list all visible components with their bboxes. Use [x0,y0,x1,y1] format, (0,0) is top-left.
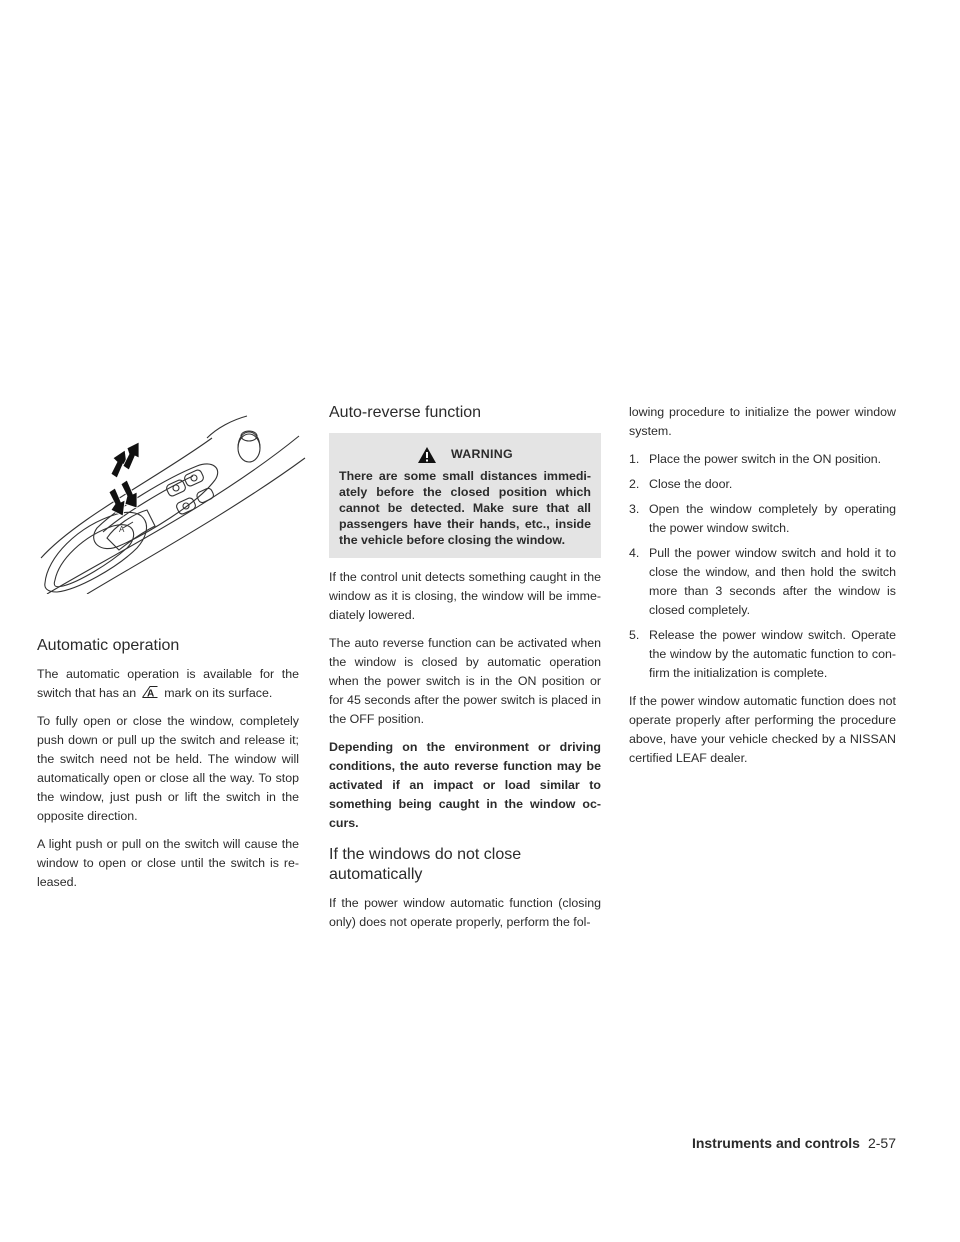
automatic-operation-p2: To fully open or close the window, completely push down or pull up the switch and release it; the switch need not be held. The window will automatically open or close all the way. To stop the window, just push or lift the switch in the opposite direction. [37,714,299,823]
automatic-operation-p3: A light push or pull on the switch will cause the window to open or close until the switch is re-leased. [37,837,299,889]
list-item [629,544,896,620]
power-window-switch-illustration [37,408,307,594]
not-close-p1: If the power window automatic function (closing only) does not operate properly, perform the fol- [329,896,601,929]
footer-section-title: Instruments and controls [691,1135,860,1151]
warning-text: There are some small distances immedi-ately before the closed position which cannot be detected. Make sure that all passengers have their hands, etc., inside the vehicle before closing the window. [339,469,591,547]
automatic-operation-section [37,636,299,901]
not-close-p1-cont: lowing procedure to initialize the power window system. [629,405,896,438]
warning-box [329,433,601,558]
step-number: 4. [629,546,640,560]
auto-reverse-section [329,403,601,941]
not-close-p2: If the power window automatic function does not operate properly after performing the procedure above, have your vehicle checked by a NISSAN certified LEAF dealer. [629,694,896,765]
list-item [629,626,896,683]
auto-reverse-p2: The auto reverse function can be activated when the window is closed by automatic operation when the power switch is in the ON position or for 45 seconds after the power switch is placed in the OFF position. [329,636,601,726]
step-text: Open the window completely by operating the power window switch. [649,502,896,535]
step-text: Release the power window switch. Operate the window by the automatic function to con-firm the initialization is complete. [649,628,896,680]
page-number: 2-57 [867,1135,896,1151]
a-switch-label: A [119,525,125,534]
svg-text:A: A [147,688,155,698]
step-text: Pull the power window switch and hold it to close the window, and then hold the switch more than 3 seconds after the window is closed completely. [649,546,896,617]
auto-reverse-heading: Auto-reverse function [329,404,482,421]
p1-after: mark on its surface. [164,686,273,700]
auto-mark-icon [142,686,158,698]
step-number: 2. [629,477,640,491]
step-text: Place the power switch in the ON position. [649,452,882,466]
steps-list [629,450,896,683]
warning-title: WARNING [451,447,513,461]
automatic-operation-p1 [37,665,299,703]
warning-icon [417,446,437,464]
list-item [629,450,896,469]
step-number: 5. [629,628,640,642]
page-footer [692,1135,896,1151]
step-number: 1. [629,452,640,466]
not-close-heading: If the windows do not close automatically [329,846,522,883]
auto-reverse-p3: Depending on the environment or driving conditions, the auto reverse function may be activated if an impact or load similar to something being caught in the window oc-curs. [329,740,601,830]
list-item [629,500,896,538]
initialize-procedure-section [629,403,896,777]
step-text: Close the door. [649,477,733,491]
auto-reverse-p1: If the control unit detects something caught in the window as it is closing, the window will be imme-diately lowered. [329,570,601,622]
list-item [629,475,896,494]
p1-before: The automatic operation is available for the switch that has an [37,667,299,700]
step-number: 3. [629,502,640,516]
automatic-operation-heading: Automatic operation [37,637,180,654]
